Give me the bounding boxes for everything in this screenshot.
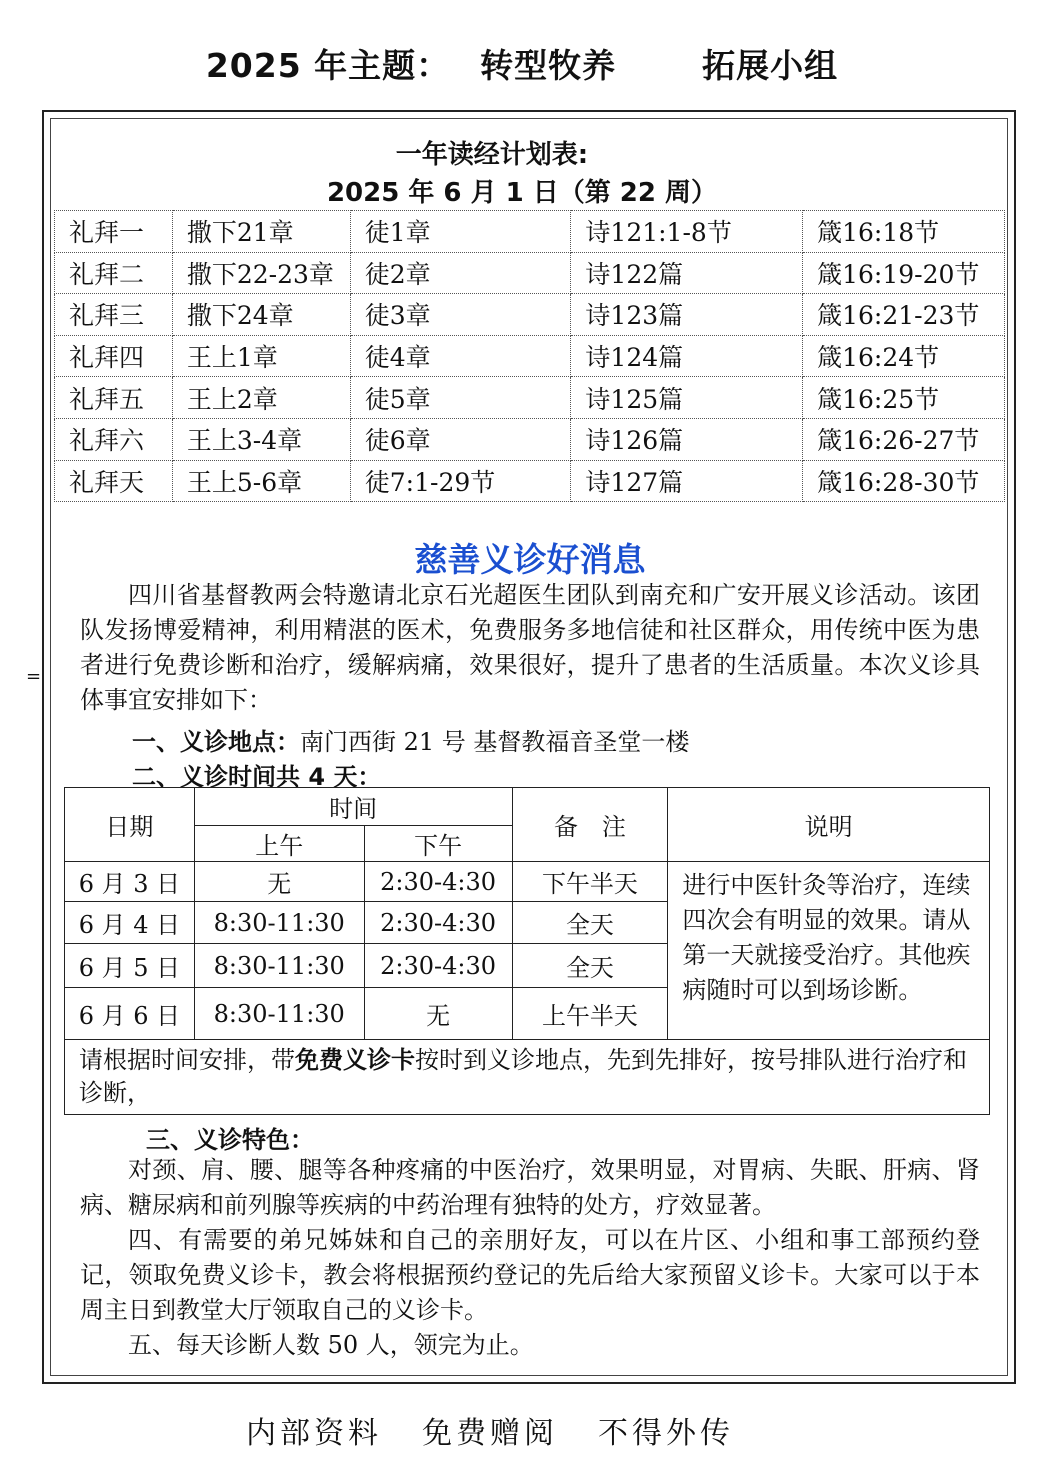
point5-paragraph [80,1328,980,1363]
plan-acts: 徒2章 [350,252,571,294]
plan-psalm: 诗125篇 [571,377,803,419]
plan-day: 礼拜三 [55,294,173,336]
plan-row [55,211,1005,253]
plan-day: 礼拜五 [55,377,173,419]
plan-acts: 徒5章 [350,377,571,419]
plan-day: 礼拜一 [55,211,173,253]
group-name: 拓展小组 [702,46,839,85]
feature-line [146,1120,314,1155]
intro-text: 四川省基督教两会特邀请北京石光超医生团队到南充和广安开展义诊活动。该团队发扬博爱精神，利用精湛的医术，免费服务多地信徒和社区群众，用传统中医为患者进行免费诊断和治疗，缓解病痛，效果很好，提升了患者的生活质量。本次义诊具体事宜安排如下： [80,581,980,714]
plan-acts: 徒7:1-29节 [350,460,571,502]
footer-internal: 内部资料 [246,1416,382,1451]
row-am: 无 [194,862,364,902]
plan-day: 礼拜六 [55,418,173,460]
schedule-footnote [65,1040,990,1115]
plan-title: 一年读经计划表: [395,140,589,170]
row-date: 6 月 6 日 [65,988,195,1040]
plan-acts: 徒6章 [350,418,571,460]
feature-paragraph [80,1153,980,1223]
footer-notice [0,1408,980,1452]
row-pm: 无 [364,988,512,1040]
row-am: 8:30-11:30 [194,902,364,944]
plan-row [55,418,1005,460]
plan-day: 礼拜四 [55,335,173,377]
point4-text: 四、有需要的弟兄姊妹和自己的亲朋好友，可以在片区、小组和事工部预约登记，领取免费义诊卡，教会将根据预约登记的先后给大家预留义诊卡。大家可以于本周主日到教堂大厅领取自己的义诊卡。 [80,1226,980,1324]
header-note: 备 注 [512,788,668,862]
intro-paragraph [80,578,980,718]
page-header [0,40,1044,87]
feature-label: 三、义诊特色： [146,1126,314,1154]
plan-proverbs: 箴16:21-23节 [803,294,1005,336]
plan-proverbs: 箴16:25节 [803,377,1005,419]
row-pm: 2:30-4:30 [364,944,512,988]
header-pm: 下午 [364,826,512,862]
plan-ot: 撒下21章 [172,211,350,253]
plan-acts: 徒1章 [350,211,571,253]
theme-text: 转型牧养 [480,46,617,85]
plan-ot: 王上3-4章 [172,418,350,460]
row-pm: 2:30-4:30 [364,902,512,944]
footnote-pre: 请根据时间安排，带 [79,1046,295,1074]
plan-psalm: 诗121:1-8节 [571,211,803,253]
schedule-description: 进行中医针灸等治疗，连续四次会有明显的效果。请从第一天就接受治疗。其他疾病随时可以到场诊断。 [668,862,990,1040]
plan-acts: 徒3章 [350,294,571,336]
plan-row [55,335,1005,377]
plan-day: 礼拜天 [55,460,173,502]
location-value: 南门西街 21 号 基督教福音圣堂一楼 [300,728,690,756]
plan-proverbs: 箴16:18节 [803,211,1005,253]
row-note: 下午半天 [512,862,668,902]
news-title: 慈善义诊好消息 [414,540,646,579]
plan-date: 2025 年 6 月 1 日（第 22 周） [326,178,718,208]
footnote-bold: 免费义诊卡 [295,1046,415,1074]
location-line [132,722,689,757]
point4-paragraph [80,1223,980,1328]
plan-psalm: 诗123篇 [571,294,803,336]
plan-proverbs: 箴16:26-27节 [803,418,1005,460]
reading-plan-table [54,210,1005,502]
footnote-post: 按时到义诊地点，先到先排好，按号排队进行治疗和诊断， [79,1046,967,1107]
footer-free: 免费赠阅 [422,1416,558,1451]
plan-psalm: 诗127篇 [571,460,803,502]
plan-ot: 撒下24章 [172,294,350,336]
location-label: 一、义诊地点： [132,728,300,756]
plan-heading [0,136,1044,212]
plan-row [55,377,1005,419]
plan-ot: 王上5-6章 [172,460,350,502]
row-note: 全天 [512,902,668,944]
row-date: 6 月 5 日 [65,944,195,988]
header-desc: 说明 [668,788,990,862]
row-am: 8:30-11:30 [194,944,364,988]
row-note: 上午半天 [512,988,668,1040]
header-date: 日期 [65,788,195,862]
plan-ot: 撒下22-23章 [172,252,350,294]
time-label: 二、义诊时间共 4 天： [132,763,382,791]
header-time: 时间 [194,788,512,826]
theme-label: 2025 年主题： [205,46,451,85]
footer-no-share: 不得外传 [598,1416,734,1451]
plan-row [55,252,1005,294]
plan-psalm: 诗122篇 [571,252,803,294]
plan-row [55,294,1005,336]
plan-proverbs: 箴16:24节 [803,335,1005,377]
plan-day: 礼拜二 [55,252,173,294]
plan-acts: 徒4章 [350,335,571,377]
plan-row [55,460,1005,502]
plan-proverbs: 箴16:19-20节 [803,252,1005,294]
feature-text: 对颈、肩、腰、腿等各种疼痛的中医治疗，效果明显，对胃病、失眠、肝病、肾病、糖尿病和前列腺等疾病的中药治理有独特的处方，疗效显著。 [80,1156,980,1219]
plan-psalm: 诗124篇 [571,335,803,377]
side-mark: = [26,666,42,687]
row-note: 全天 [512,944,668,988]
plan-ot: 王上1章 [172,335,350,377]
schedule-row [65,862,990,902]
plan-ot: 王上2章 [172,377,350,419]
plan-psalm: 诗126篇 [571,418,803,460]
point5-text: 五、每天诊断人数 50 人，领完为止。 [128,1331,534,1359]
header-am: 上午 [194,826,364,862]
row-am: 8:30-11:30 [194,988,364,1040]
plan-proverbs: 箴16:28-30节 [803,460,1005,502]
row-date: 6 月 3 日 [65,862,195,902]
row-date: 6 月 4 日 [65,902,195,944]
row-pm: 2:30-4:30 [364,862,512,902]
schedule-table [64,787,990,1115]
